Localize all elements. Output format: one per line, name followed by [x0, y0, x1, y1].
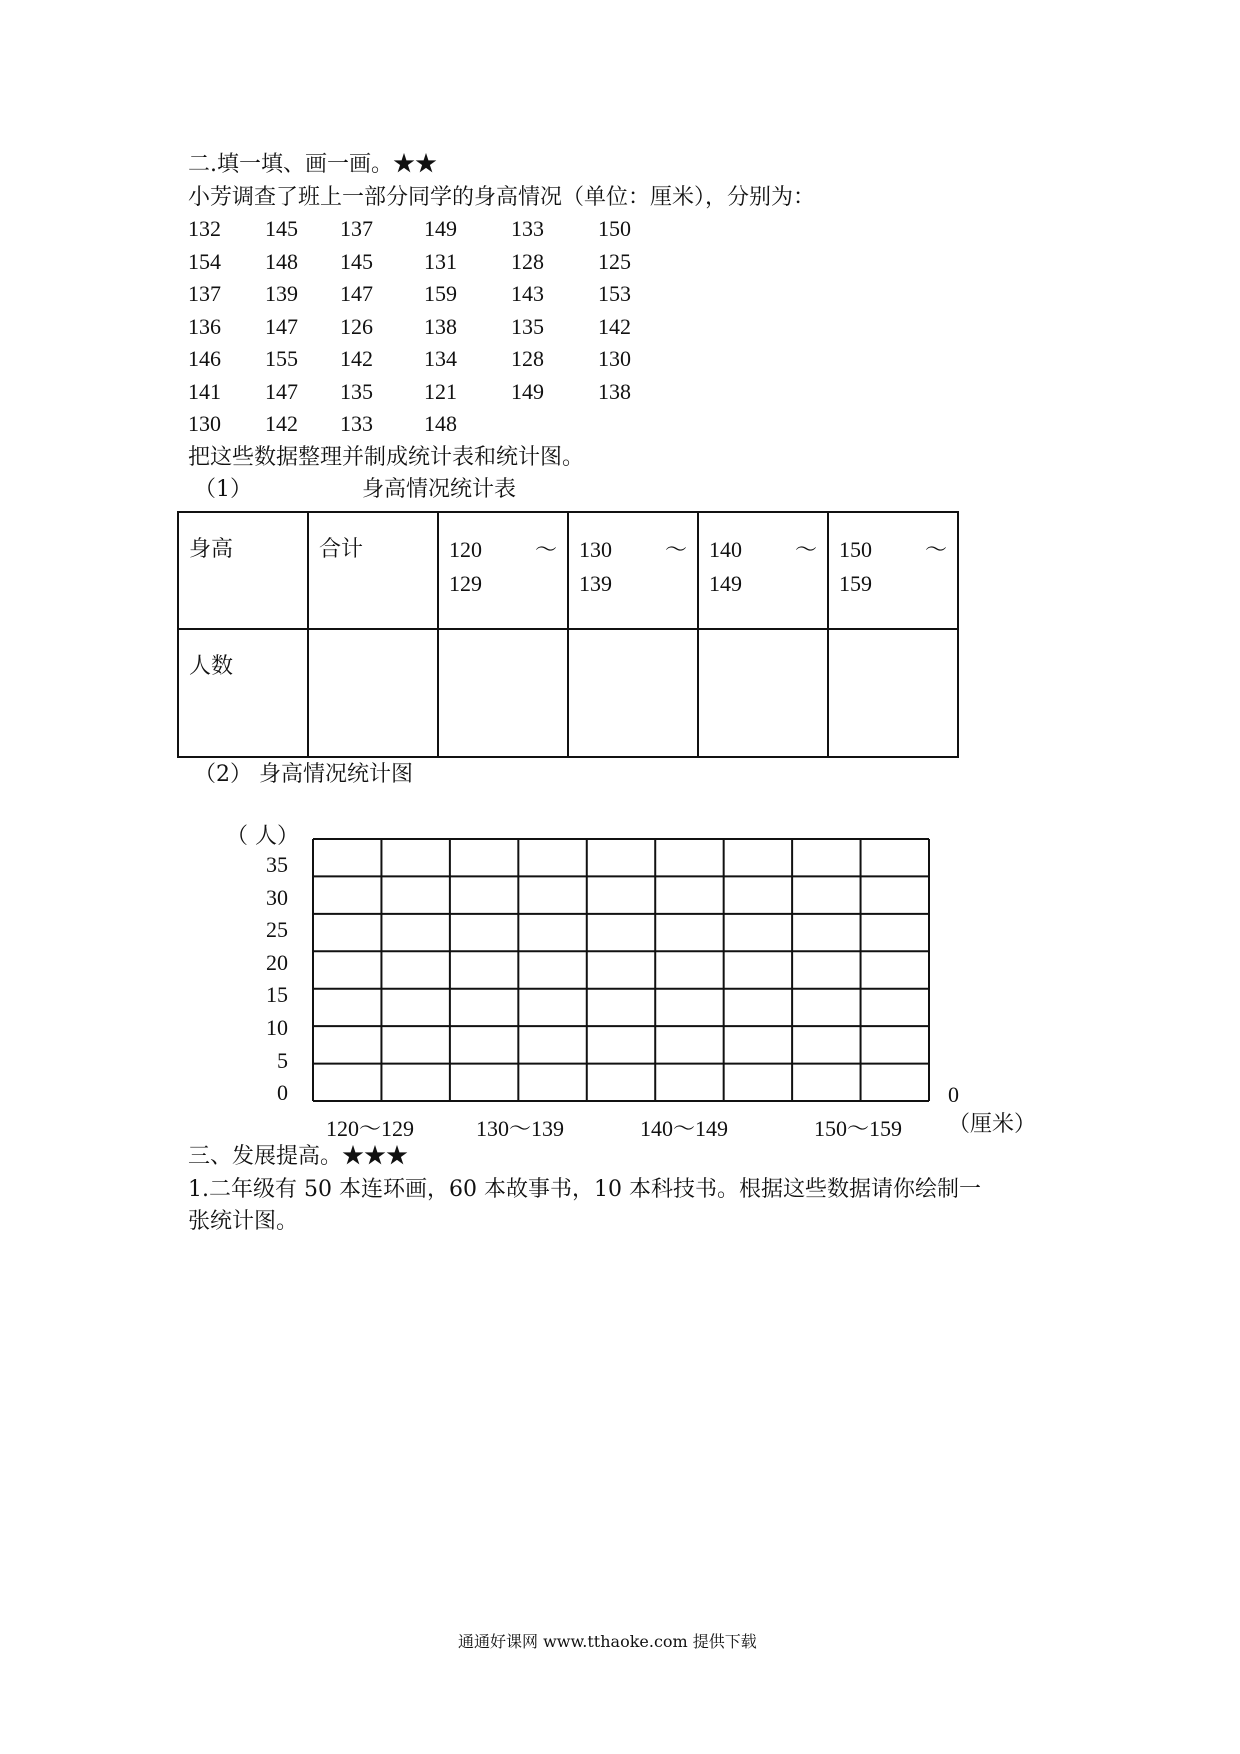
height-value: 137 — [340, 216, 373, 241]
height-value: 136 — [188, 313, 221, 339]
height-value: 148 — [265, 248, 298, 274]
y-tick-label: 5 — [277, 1047, 288, 1073]
height-value: 142 — [340, 346, 373, 371]
height-value: 137 — [188, 281, 221, 306]
height-value: 126 — [340, 313, 373, 339]
table-title: 身高情况统计表 — [362, 477, 517, 502]
section2-intro: 小芳调查了班上一部分同学的身高情况（单位：厘米），分别为： — [188, 185, 816, 210]
table-cell-blank — [568, 629, 698, 757]
x-axis-origin: 0 — [948, 1082, 959, 1107]
table-cell-blank — [698, 629, 828, 757]
y-tick-label: 25 — [266, 917, 288, 943]
range-tilde: ～ — [534, 537, 557, 562]
height-value: 128 — [511, 248, 544, 274]
part1-number: （1） — [194, 477, 252, 502]
table-cell-range-3 — [698, 512, 828, 629]
section3-q1-line1: 1.二年级有 50 本连环画，60 本故事书，10 本科技书。根据这些数据请你绘制一 — [188, 1177, 981, 1202]
height-value: 142 — [265, 411, 298, 436]
height-value: 150 — [598, 216, 631, 241]
x-axis-unit: （厘米） — [948, 1112, 1037, 1137]
table-cell-range-4 — [828, 512, 958, 629]
y-tick-label: 20 — [266, 949, 288, 975]
table-cell-range-1 — [438, 512, 568, 629]
height-value: 159 — [424, 281, 457, 306]
table-cell-total-label: 合计 — [308, 512, 438, 629]
range-tilde: ～ — [924, 537, 947, 562]
height-value: 139 — [265, 281, 298, 306]
height-value: 128 — [511, 346, 544, 371]
range-tilde: ～ — [794, 537, 817, 562]
range-end: 149 — [709, 571, 742, 596]
blank-chart-grid — [312, 838, 930, 1102]
part2-title: （2） 身高情况统计图 — [194, 762, 413, 787]
range-start: 120 — [449, 537, 482, 562]
height-value: 154 — [188, 248, 221, 274]
height-value: 121 — [424, 378, 457, 404]
table-cell-count-label: 人数 — [178, 629, 308, 757]
height-value: 130 — [598, 346, 631, 371]
table-row-count — [178, 629, 958, 757]
height-value: 155 — [265, 346, 298, 371]
table-cell-blank — [828, 629, 958, 757]
instruction-text: 把这些数据整理并制成统计表和统计图。 — [188, 445, 585, 470]
x-label-1: 120～129 — [326, 1116, 415, 1141]
height-value: 135 — [511, 313, 544, 339]
height-value: 133 — [511, 216, 544, 241]
height-value: 134 — [424, 346, 457, 371]
range-start: 140 — [709, 537, 742, 562]
height-value: 147 — [340, 281, 373, 306]
range-start: 130 — [579, 537, 612, 562]
x-label-3: 140～149 — [640, 1116, 729, 1141]
y-tick-label: 30 — [266, 884, 288, 910]
y-tick-label: 15 — [266, 982, 288, 1008]
range-tilde: ～ — [664, 537, 687, 562]
table-cell-height-label: 身高 — [178, 512, 308, 629]
height-stat-table — [177, 511, 959, 758]
table-cell-blank — [308, 629, 438, 757]
height-value: 132 — [188, 216, 221, 241]
range-start: 150 — [839, 537, 872, 562]
height-value: 145 — [265, 216, 298, 241]
height-value: 146 — [188, 346, 221, 371]
height-value: 130 — [188, 411, 221, 436]
height-value: 133 — [340, 411, 373, 436]
section2-title: 二.填一填、画一画。★★ — [188, 152, 437, 177]
height-value: 153 — [598, 281, 631, 306]
table-cell-blank — [438, 629, 568, 757]
height-value: 125 — [598, 248, 631, 274]
x-label-2: 130～139 — [476, 1116, 565, 1141]
height-value: 135 — [340, 378, 373, 404]
height-value: 145 — [340, 248, 373, 274]
height-value: 142 — [598, 313, 631, 339]
y-tick-label: 10 — [266, 1015, 288, 1040]
height-value: 141 — [188, 378, 221, 404]
height-value: 149 — [511, 378, 544, 404]
range-end: 159 — [839, 571, 872, 596]
table-cell-range-2 — [568, 512, 698, 629]
section3-title: 三、发展提高。★★★ — [188, 1144, 409, 1169]
height-value: 148 — [424, 411, 457, 436]
height-value: 131 — [424, 248, 457, 274]
height-value: 143 — [511, 281, 544, 306]
range-end: 139 — [579, 571, 612, 596]
y-tick-label: 35 — [266, 852, 288, 877]
height-value: 138 — [424, 313, 457, 339]
y-tick-label: 0 — [277, 1080, 288, 1106]
section3-q1-line2: 张统计图。 — [188, 1209, 299, 1234]
height-value: 138 — [598, 378, 631, 404]
range-end: 129 — [449, 571, 482, 596]
x-label-4: 150～159 — [814, 1116, 903, 1141]
page-footer: 通通好课网 www.tthaoke.com 提供下载 — [458, 1632, 757, 1651]
table-row-height — [178, 512, 958, 629]
y-axis-unit: （ 人） — [226, 824, 299, 849]
height-value: 147 — [265, 378, 298, 404]
height-value: 149 — [424, 216, 457, 241]
height-value: 147 — [265, 313, 298, 339]
